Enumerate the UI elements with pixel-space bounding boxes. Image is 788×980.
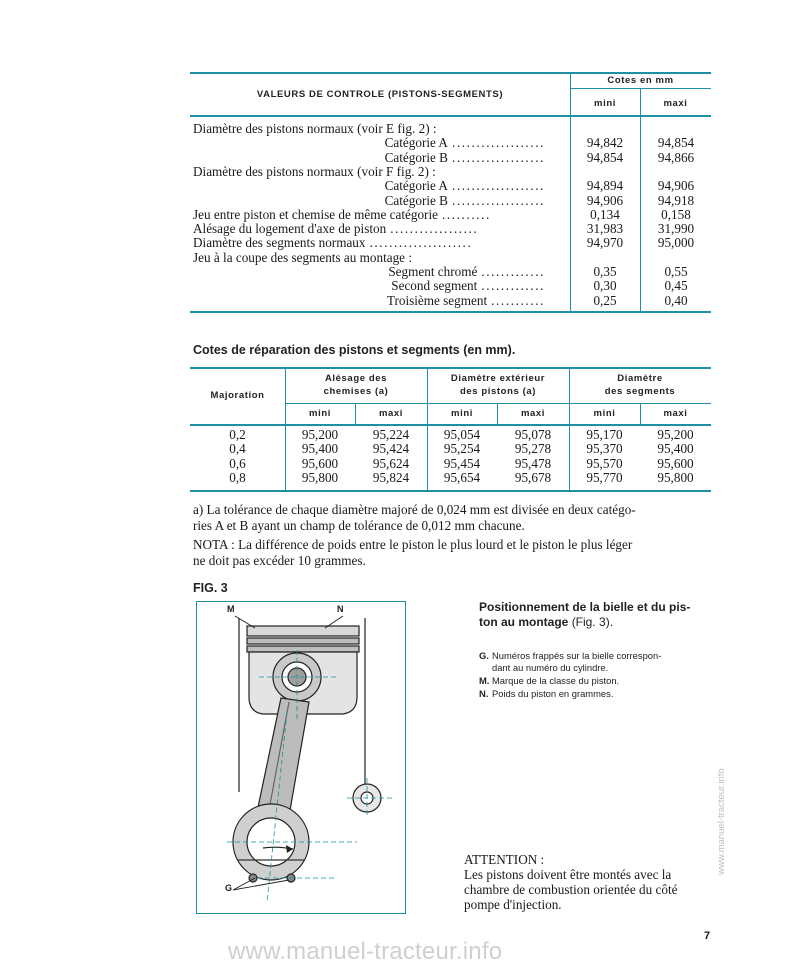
table1-header-rule [190, 115, 711, 117]
mark-m: M [227, 604, 235, 614]
table1-row-label [193, 222, 478, 236]
attention-title: ATTENTION : [464, 852, 545, 867]
row-leader-dots: ............. [481, 278, 545, 293]
table2-group-piston [427, 372, 569, 398]
piston-conrod-drawing [197, 602, 404, 912]
row-label-text: Catégorie B [384, 150, 448, 165]
table2-cell-maj: 0,8 [229, 470, 246, 485]
row-label-text: Alésage du logement d'axe de piston [193, 221, 387, 236]
legend-item-n [479, 688, 661, 701]
table2-cell-a-min: 95,800 [301, 470, 339, 485]
table2-group-bore-l2: chemises (a) [323, 386, 389, 397]
table2-top-rule [190, 367, 711, 369]
table2-cell-maj: 0,2 [229, 427, 246, 442]
positioning-title-l1: Positionnement de la bielle et du pis- [479, 600, 691, 614]
row-value-max: 0,158 [661, 207, 691, 222]
row-value-max: 94,918 [657, 193, 695, 208]
legend-list [479, 650, 661, 701]
table2-cell-a-max: 95,224 [372, 427, 410, 442]
row-label-text: Catégorie A [384, 135, 448, 150]
table2-cell-p-min: 95,054 [443, 427, 481, 442]
positioning-title [479, 600, 690, 630]
table2-cell-a-min: 95,400 [301, 441, 339, 456]
table2-group-piston-l2: des pistons (a) [459, 386, 537, 397]
table2-sub-min: mini [309, 408, 331, 419]
table2-group-bore [285, 372, 427, 398]
row-value-max: 94,866 [657, 150, 695, 165]
legend-item-m [479, 675, 661, 688]
table2-cell-s-max: 95,800 [657, 470, 694, 485]
table2-group-piston-l1: Diamètre extérieur [450, 373, 546, 384]
row-leader-dots: ................... [451, 135, 545, 150]
row-value-max: 31,990 [657, 221, 695, 236]
table2-cell-p-min: 95,254 [443, 441, 481, 456]
row-value-max: 0,55 [664, 264, 688, 279]
tolerance-note [193, 502, 636, 534]
table1-title: VALEURS DE CONTROLE (PISTONS-SEGMENTS) [256, 89, 504, 100]
row-leader-dots: .................. [390, 221, 479, 236]
repair-section-title: Cotes de réparation des pistons et segments (en mm). [193, 343, 516, 357]
table1-bottom-rule [190, 311, 711, 313]
row-label-text: Catégorie B [384, 193, 448, 208]
attention-block [464, 852, 678, 912]
fig-label: FIG. 3 [193, 581, 228, 595]
table2-group-rings-l1: Diamètre [617, 373, 663, 384]
row-value-max: 94,854 [657, 135, 695, 150]
row-value-min: 31,983 [586, 221, 624, 236]
nota-paragraph [193, 537, 632, 569]
table2-cell-a-min: 95,200 [301, 427, 339, 442]
table1-row-label [193, 165, 436, 179]
row-label-text: Jeu entre piston et chemise de même catégorie [193, 207, 438, 222]
table2-sub-max: maxi [663, 408, 688, 419]
row-label-text: Catégorie A [384, 178, 448, 193]
table2-cell-a-max: 95,424 [372, 441, 410, 456]
legend-key: M. [479, 675, 490, 686]
row-value-min: 0,25 [593, 293, 617, 308]
table2-cell-p-min: 95,654 [443, 470, 481, 485]
table1-row-label [195, 294, 545, 308]
table2-group-bore-l1: Alésage des [324, 373, 388, 384]
figure-frame [196, 601, 406, 914]
table2-cell-maj: 0,4 [229, 441, 246, 456]
row-value-min: 0,134 [590, 207, 620, 222]
tolerance-note-l1: a) La tolérance de chaque diamètre majoré de 0,024 mm est divisée en deux catégo- [193, 502, 636, 517]
row-label-text: Diamètre des pistons normaux (voir F fig. 2) : [193, 164, 436, 179]
row-leader-dots: ..................... [369, 235, 473, 250]
table2-header-rule [190, 424, 711, 426]
table2-cell-s-max: 95,400 [657, 441, 694, 456]
table2-sub-max: maxi [520, 408, 546, 419]
row-value-max: 95,000 [657, 235, 695, 250]
row-value-max: 0,45 [664, 278, 688, 293]
table2-cell-a-max: 95,624 [372, 456, 410, 471]
table1-row-label [195, 179, 545, 193]
table1-row-label [195, 136, 545, 150]
nota-l2: ne doit pas excéder 10 grammes. [193, 553, 366, 568]
table2-cell-s-min: 95,170 [586, 427, 623, 442]
row-leader-dots: ................... [451, 193, 545, 208]
legend-text: Poids du piston en grammes. [492, 688, 614, 699]
legend-key: G. [479, 650, 489, 661]
row-value-min: 0,30 [593, 278, 617, 293]
tolerance-note-l2: ries A et B ayant un champ de tolérance de 0,012 mm chacune. [193, 518, 525, 533]
row-value-max: 94,906 [657, 178, 695, 193]
mark-n: N [337, 604, 344, 614]
attention-l2: chambre de combustion orientée du côté [464, 882, 678, 897]
row-value-min: 0,35 [593, 264, 617, 279]
table2-cell-a-max: 95,824 [372, 470, 410, 485]
row-label-text: Diamètre des segments normaux [193, 235, 366, 250]
row-value-min: 94,842 [586, 135, 624, 150]
table1-col-min: mini [594, 98, 616, 109]
table2-bottom-rule [190, 490, 711, 492]
table2-sub-rule [285, 403, 711, 404]
row-leader-dots: .......... [441, 207, 491, 222]
legend-text: Marque de la classe du piston. [492, 675, 620, 686]
table2-col-majoration: Majoration [210, 390, 265, 401]
legend-key: N. [479, 688, 489, 699]
row-leader-dots: ........... [491, 293, 545, 308]
table2-cell-p-max: 95,278 [514, 441, 552, 456]
row-leader-dots: ................... [451, 178, 545, 193]
table2-cell-p-max: 95,678 [514, 470, 552, 485]
table1-row-label [193, 236, 472, 250]
table2-cell-p-min: 95,454 [443, 456, 481, 471]
table2-cell-maj: 0,6 [229, 456, 246, 471]
table1-top-rule [190, 72, 711, 74]
table2-sub-min: mini [451, 408, 473, 419]
table1-unit-header: Cotes en mm [607, 75, 674, 86]
mark-g: G [225, 883, 233, 893]
table2-cell-s-min: 95,570 [586, 456, 623, 471]
row-leader-dots: ............. [481, 264, 545, 279]
table1-row-label [195, 279, 545, 293]
row-label-text: Second segment [391, 278, 478, 293]
row-leader-dots: ................... [451, 150, 545, 165]
positioning-title-l2: ton au montage [479, 615, 569, 629]
row-value-min: 94,906 [586, 193, 624, 208]
table1-row-label [193, 251, 412, 265]
row-value-max: 0,40 [664, 293, 688, 308]
legend-item-g [479, 650, 661, 674]
table2-cell-s-min: 95,770 [586, 470, 623, 485]
legend-text: Numéros frappés sur la bielle correspon- [492, 650, 662, 661]
table1-row-label [195, 151, 545, 165]
row-label-text: Segment chromé [388, 264, 478, 279]
table2-cell-a-min: 95,600 [301, 456, 339, 471]
row-label-text: Jeu à la coupe des segments au montage : [193, 250, 412, 265]
row-label-text: Troisième segment [386, 293, 488, 308]
table2-sub-min: mini [593, 408, 616, 419]
table1-col-max: maxi [663, 98, 688, 109]
nota-l1: NOTA : La différence de poids entre le piston le plus lourd et le piston le plus léger [193, 537, 633, 552]
side-watermark: www.manuel-tracteur.info [716, 768, 727, 875]
legend-text: dant au numéro du cylindre. [492, 662, 609, 673]
table2-sub-max: maxi [378, 408, 404, 419]
row-value-min: 94,970 [586, 235, 624, 250]
table2-cell-p-max: 95,078 [514, 427, 552, 442]
row-value-min: 94,854 [586, 150, 624, 165]
table1-row-label [195, 194, 545, 208]
table2-group-rings [569, 372, 711, 398]
table1-row-label [193, 122, 437, 136]
table2-cell-s-max: 95,600 [657, 456, 694, 471]
attention-l3: pompe d'injection. [464, 897, 562, 912]
watermark: www.manuel-tracteur.info [228, 938, 503, 965]
row-label-text: Diamètre des pistons normaux (voir E fig. 2) : [193, 121, 437, 136]
table2-cell-p-max: 95,478 [514, 456, 552, 471]
table1-row-label [195, 265, 545, 279]
table2-group-rings-l2: des segments [604, 386, 676, 397]
table2-cell-s-max: 95,200 [657, 427, 694, 442]
table2-cell-s-min: 95,370 [586, 441, 623, 456]
row-value-min: 94,894 [586, 178, 624, 193]
attention-l1: Les pistons doivent être montés avec la [464, 867, 672, 882]
table1-row-label [193, 208, 491, 222]
positioning-title-ref: (Fig. 3). [571, 615, 614, 629]
page-number: 7 [704, 930, 711, 942]
